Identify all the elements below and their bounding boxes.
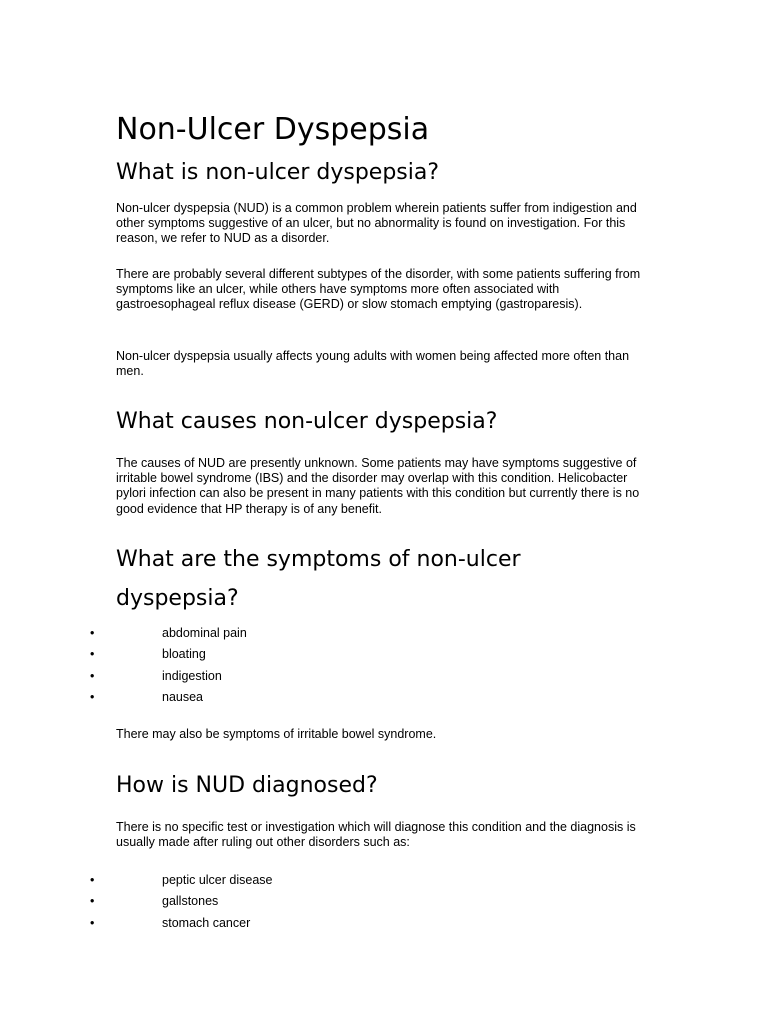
paragraph-subtypes: There are probably several different subtypes of the disorder, with some patients suffering from symptoms like an ulcer, while others have symptoms more often associated with gastroesophageal reflux disease (GERD) or slow stomach emptying (gastroparesis). [116, 267, 641, 312]
list-item [0, 666, 768, 687]
bullet-icon: • [90, 626, 95, 640]
diagnosis-list [0, 870, 768, 934]
list-item [0, 870, 768, 891]
heading-causes: What causes non-ulcer dyspepsia? [116, 409, 498, 434]
bullet-icon: • [90, 894, 95, 909]
list-item-text: stomach cancer [162, 915, 251, 930]
list-item-text: peptic ulcer disease [162, 873, 273, 887]
list-item-text: abdominal pain [162, 626, 247, 640]
heading-diagnosis: How is NUD diagnosed? [116, 773, 378, 798]
list-item [0, 891, 768, 912]
paragraph-ibs-note: There may also be symptoms of irritable bowel syndrome. [116, 727, 437, 741]
list-item-text: gallstones [162, 894, 219, 909]
paragraph-causes: The causes of NUD are presently unknown. Some patients may have symptoms suggestive of irritable bowel syndrome (IBS) and the disorder may overlap with this condition. Helicobacter pylori infection can also be present in many patients with this condition but currently there is no good evidence that HP therapy is of any benefit. [116, 456, 640, 516]
list-item [0, 623, 768, 644]
list-item-text: indigestion [162, 668, 222, 683]
heading-symptoms-line2: dyspepsia? [116, 586, 239, 611]
list-item [0, 644, 768, 665]
bullet-icon: • [90, 668, 95, 683]
paragraph-definition: Non-ulcer dyspepsia (NUD) is a common problem wherein patients suffer from indigestion and other symptoms suggestive of an ulcer, but no abnormality is found on investigation. For this reason, we refer to NUD as a disorder. [116, 201, 637, 246]
symptoms-list [0, 623, 768, 708]
bullet-icon: • [90, 915, 95, 930]
bullet-icon: • [90, 647, 95, 662]
heading-what-is-nud: What is non-ulcer dyspepsia? [116, 160, 440, 185]
bullet-icon: • [90, 689, 95, 704]
list-item [0, 913, 768, 934]
list-item-text: nausea [162, 689, 204, 704]
paragraph-diagnosis: There is no specific test or investigation which will diagnose this condition and the diagnosis is usually made after ruling out other disorders such as: [116, 820, 636, 850]
bullet-icon: • [90, 873, 95, 887]
paragraph-affects: Non-ulcer dyspepsia usually affects young adults with women being affected more often than men. [116, 349, 630, 379]
document-title: Non-Ulcer Dyspepsia [116, 112, 430, 147]
heading-symptoms-line1: What are the symptoms of non-ulcer [116, 547, 521, 572]
list-item-text: bloating [162, 647, 206, 662]
list-item [0, 687, 768, 708]
